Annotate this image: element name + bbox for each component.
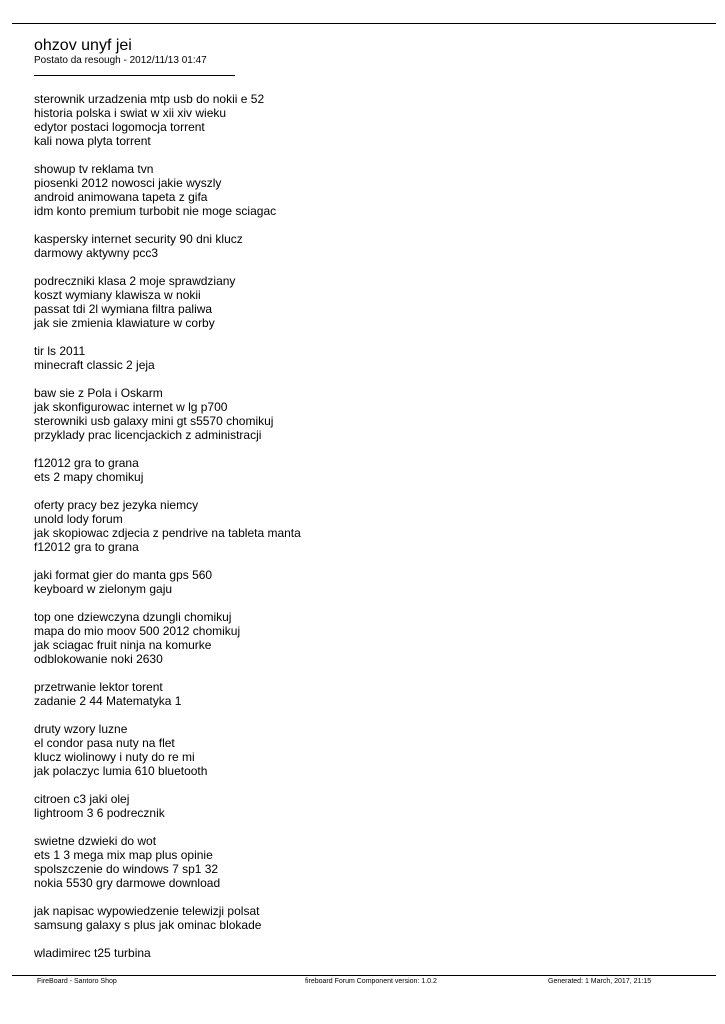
body-line: oferty pracy bez jezyka niemcy bbox=[34, 498, 199, 512]
body-paragraph bbox=[34, 344, 694, 372]
body-line: kali nowa plyta torrent bbox=[34, 134, 151, 148]
body-paragraph bbox=[34, 92, 694, 148]
body-paragraph bbox=[34, 498, 694, 554]
body-line: baw sie z Pola i Oskarm bbox=[34, 386, 163, 400]
body-paragraph bbox=[34, 834, 694, 890]
body-line: nokia 5530 gry darmowe download bbox=[34, 876, 221, 890]
body-line: top one dziewczyna dzungli chomikuj bbox=[34, 610, 232, 624]
body-line: idm konto premium turbobit nie moge sciagac bbox=[34, 204, 277, 218]
body-line: sterownik urzadzenia mtp usb do nokii e 52 bbox=[34, 92, 265, 106]
body-line: minecraft classic 2 jeja bbox=[34, 358, 155, 372]
meta-divider bbox=[34, 75, 235, 76]
body-line: sterowniki usb galaxy mini gt s5570 chomikuj bbox=[34, 414, 274, 428]
body-line: jak polaczyc lumia 610 bluetooth bbox=[34, 764, 208, 778]
body-line: f12012 gra to grana bbox=[34, 456, 139, 470]
body-paragraph bbox=[34, 680, 694, 708]
body-line: edytor postaci logomocja torrent bbox=[34, 120, 205, 134]
body-line: kaspersky internet security 90 dni klucz bbox=[34, 232, 243, 246]
body-paragraph bbox=[34, 162, 694, 218]
footer-generated-date: Generated: 1 March, 2017, 21:15 bbox=[548, 978, 652, 985]
body-paragraph bbox=[34, 946, 694, 960]
body-line: spolszczenie do windows 7 sp1 32 bbox=[34, 862, 219, 876]
body-line: ets 2 mapy chomikuj bbox=[34, 470, 144, 484]
body-line: ets 1 3 mega mix map plus opinie bbox=[34, 848, 213, 862]
body-paragraph bbox=[34, 792, 694, 820]
body-line: samsung galaxy s plus jak ominac blokade bbox=[34, 918, 262, 932]
body-paragraph bbox=[34, 456, 694, 484]
body-line: lightroom 3 6 podrecznik bbox=[34, 806, 165, 820]
body-paragraph bbox=[34, 904, 694, 932]
body-line: mapa do mio moov 500 2012 chomikuj bbox=[34, 624, 241, 638]
body-paragraph bbox=[34, 610, 694, 666]
body-paragraph bbox=[34, 722, 694, 778]
body-line: f12012 gra to grana bbox=[34, 540, 139, 554]
body-line: klucz wiolinowy i nuty do re mi bbox=[34, 750, 195, 764]
body-line: el condor pasa nuty na flet bbox=[34, 736, 175, 750]
body-line: wladimirec t25 turbina bbox=[34, 946, 151, 960]
body-paragraph bbox=[34, 386, 694, 442]
body-line: jak skonfigurowac internet w lg p700 bbox=[34, 400, 228, 414]
body-line: zadanie 2 44 Matematyka 1 bbox=[34, 694, 182, 708]
post-body bbox=[34, 92, 694, 974]
body-line: druty wzory luzne bbox=[34, 722, 128, 736]
body-line: keyboard w zielonym gaju bbox=[34, 582, 173, 596]
body-line: passat tdi 2l wymiana filtra paliwa bbox=[34, 302, 213, 316]
body-paragraph bbox=[34, 274, 694, 330]
post-title: ohzov unyf jei bbox=[34, 37, 132, 54]
body-line: piosenki 2012 nowosci jakie wyszly bbox=[34, 176, 222, 190]
body-line: swietne dzwieki do wot bbox=[34, 834, 157, 848]
body-line: przetrwanie lektor torent bbox=[34, 680, 163, 694]
body-line: citroen c3 jaki olej bbox=[34, 792, 130, 806]
body-line: jak sciagac fruit ninja na komurke bbox=[34, 638, 212, 652]
body-line: historia polska i swiat w xii xiv wieku bbox=[34, 106, 227, 120]
footer-component-version: fireboard Forum Component version: 1.0.2 bbox=[305, 978, 437, 985]
body-line: showup tv reklama tvn bbox=[34, 162, 154, 176]
top-divider bbox=[12, 23, 716, 24]
body-line: android animowana tapeta z gifa bbox=[34, 190, 208, 204]
body-line: podreczniki klasa 2 moje sprawdziany bbox=[34, 274, 236, 288]
body-line: przyklady prac licencjackich z administracji bbox=[34, 428, 262, 442]
body-line: koszt wymiany klawisza w nokii bbox=[34, 288, 201, 302]
post-meta: Postato da resough - 2012/11/13 01:47 bbox=[34, 55, 207, 66]
body-line: jak napisac wypowiedzenie telewizji polsat bbox=[34, 904, 260, 918]
body-line: tir ls 2011 bbox=[34, 344, 86, 358]
body-line: odblokowanie noki 2630 bbox=[34, 652, 163, 666]
body-line: darmowy aktywny pcc3 bbox=[34, 246, 159, 260]
footer-divider bbox=[12, 975, 716, 976]
body-paragraph bbox=[34, 568, 694, 596]
footer-site-name: FireBoard - Santoro Shop bbox=[37, 978, 117, 985]
body-paragraph bbox=[34, 232, 694, 260]
body-line: jaki format gier do manta gps 560 bbox=[34, 568, 213, 582]
body-line: jak sie zmienia klawiature w corby bbox=[34, 316, 215, 330]
body-line: jak skopiowac zdjecia z pendrive na tableta manta bbox=[34, 526, 301, 540]
body-line: unold lody forum bbox=[34, 512, 123, 526]
